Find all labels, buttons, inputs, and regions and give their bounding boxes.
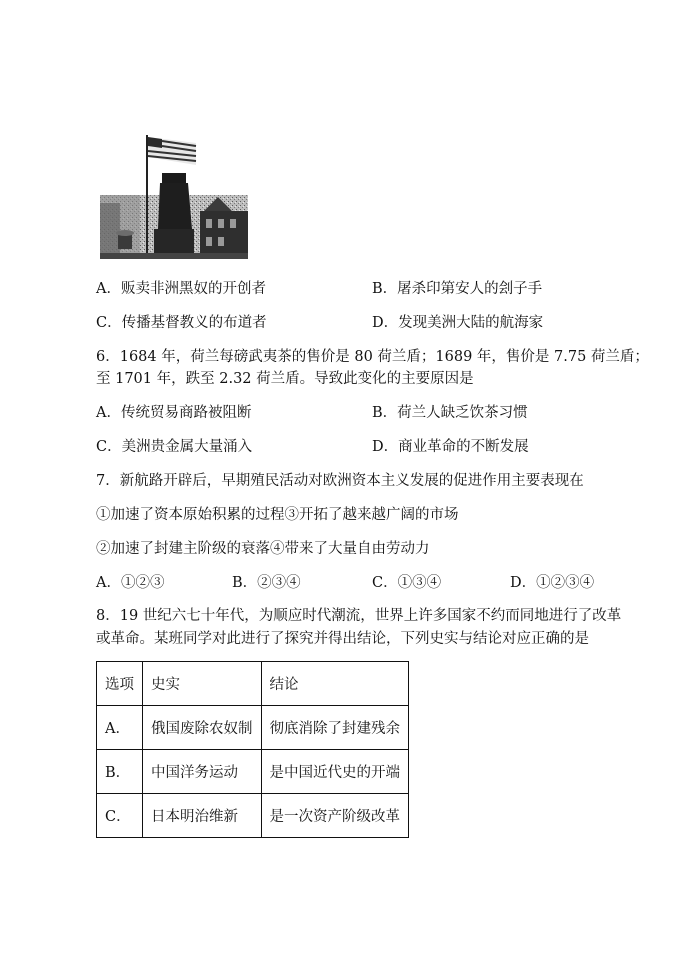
q6-option-c: C．美洲贵金属大量涌入	[96, 439, 253, 455]
table-cell: 彻底消除了封建残余	[261, 706, 409, 750]
q7-option-c: C．①③④	[372, 575, 442, 591]
q7-item-line2: ②加速了封建主阶级的衰落④带来了大量自由劳动力	[96, 541, 430, 557]
table-header-row	[97, 662, 409, 706]
q6-option-a: A．传统贸易商路被阻断	[96, 405, 252, 421]
table-cell: 日本明治维新	[143, 794, 262, 838]
table-row	[97, 706, 409, 750]
table-cell: 俄国废除农奴制	[143, 706, 262, 750]
table-row	[97, 794, 409, 838]
q6-option-d: D．商业革命的不断发展	[372, 439, 529, 455]
statue-flag-photo	[100, 133, 248, 259]
table-header-cell: 结论	[261, 662, 409, 706]
q6-stem-line1: 6．1684 年，荷兰每磅武夷茶的售价是 80 荷兰盾；1689 年，售价是 7.75 荷兰盾；	[96, 349, 649, 365]
q7-stem: 7．新航路开辟后，早期殖民活动对欧洲资本主义发展的促进作用主要表现在	[96, 473, 584, 489]
table-cell: 是一次资产阶级改革	[261, 794, 409, 838]
table-cell: A．	[97, 706, 143, 750]
q6-stem-line2: 至 1701 年，跌至 2.32 荷兰盾。导致此变化的主要原因是	[96, 371, 474, 387]
q6-option-b: B．荷兰人缺乏饮茶习惯	[372, 405, 528, 421]
q5-option-c: C．传播基督教义的布道者	[96, 315, 267, 331]
table-header-cell: 选项	[97, 662, 143, 706]
q7-option-d: D．①②③④	[510, 575, 595, 591]
q8-stem-line2: 或革命。某班同学对此进行了探究并得出结论，下列史实与结论对应正确的是	[96, 631, 589, 647]
q7-option-a: A．①②③	[96, 575, 165, 591]
q5-option-a: A．贩卖非洲黑奴的开创者	[96, 281, 266, 297]
q5-option-d: D．发现美洲大陆的航海家	[372, 315, 544, 331]
q7-option-b: B．②③④	[232, 575, 301, 591]
q8-table	[96, 661, 409, 838]
table-cell: 中国洋务运动	[143, 750, 262, 794]
table-cell: C．	[97, 794, 143, 838]
table-header-cell: 史实	[143, 662, 262, 706]
table-cell: 是中国近代史的开端	[261, 750, 409, 794]
q8-stem-line1: 8．19 世纪六七十年代，为顺应时代潮流，世界上许多国家不约而同地进行了改革	[96, 608, 622, 624]
q5-option-b: B．屠杀印第安人的刽子手	[372, 281, 543, 297]
table-row	[97, 750, 409, 794]
q7-item-line1: ①加速了资本原始积累的过程③开拓了越来越广阔的市场	[96, 507, 459, 523]
table-cell: B．	[97, 750, 143, 794]
